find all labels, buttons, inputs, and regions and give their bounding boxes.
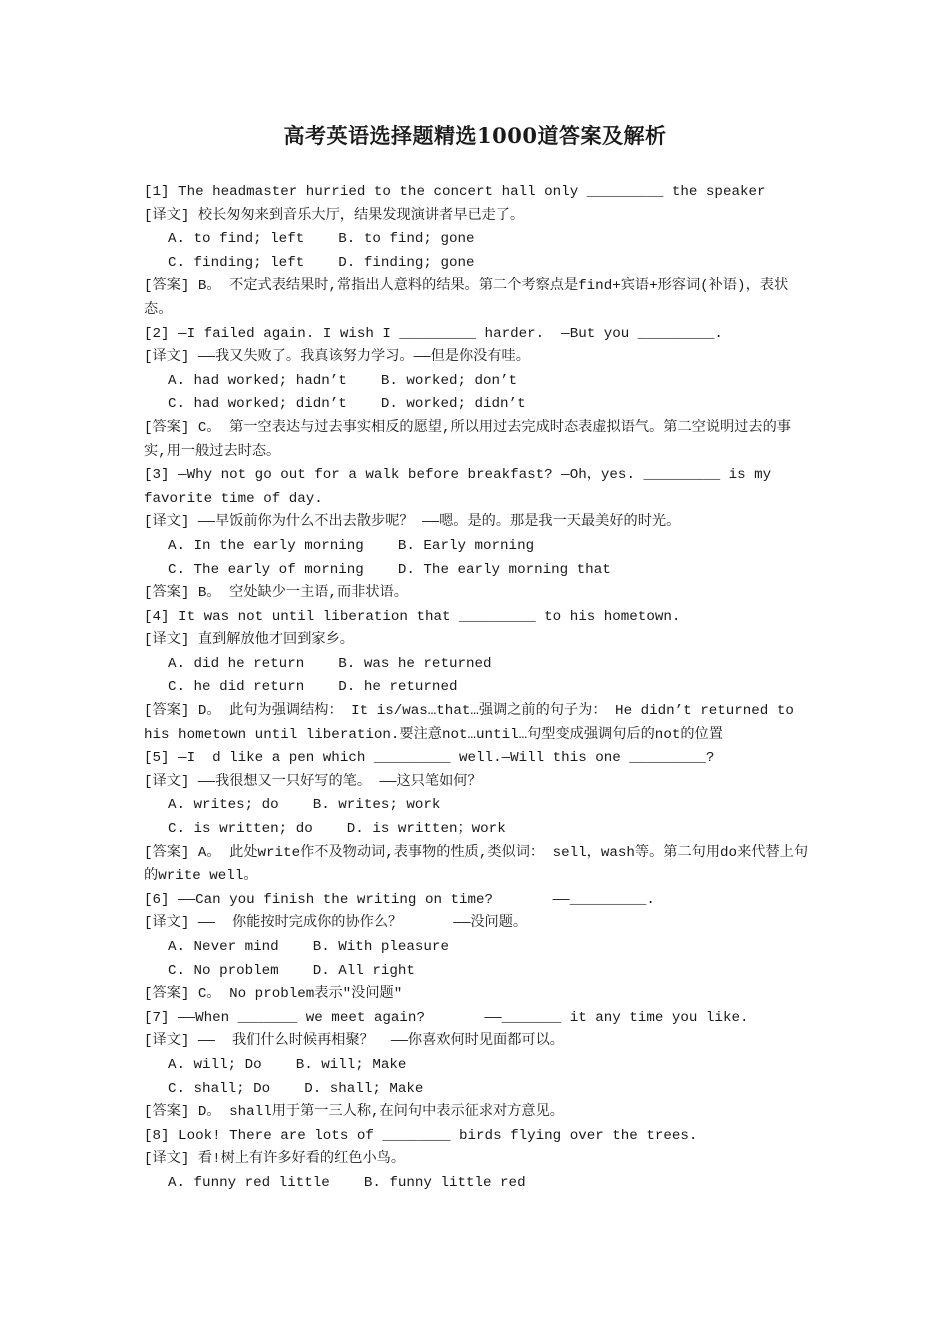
answer-text: [答案] B。 空处缺少一主语,而非状语。 — [144, 585, 408, 602]
translation-text: [译文] ——我很想又一只好写的笔。 ——这只笔如何？ — [144, 773, 482, 790]
question-item — [144, 1125, 812, 1196]
options-row: A. funny red little B. funny little red — [168, 1174, 526, 1191]
answer-text: [答案] C。 第一空表达与过去事实相反的愿望,所以用过去完成时态表虚拟语气。第二空说明过去的事实,用一般过去时态。 — [144, 419, 791, 460]
answer-text: [答案] C。 No problem表示"没问题" — [144, 986, 403, 1003]
question-text: [2] —I failed again. I wish I _________ harder. —But you _________. — [144, 325, 723, 342]
page-title: 高考英语选择题精选1000道答案及解析 — [283, 123, 667, 148]
answer-text: [答案] D。 此句为强调结构： It is/was…that…强调之前的句子为： He didn’t returned to his hometown until liberation.要注意not…until…句型变成强调句后的not的位置 — [144, 703, 803, 743]
question-item — [144, 889, 812, 1007]
translation-text: [译文] ―― 你能按时完成你的协作么？ ――没问题。 — [144, 915, 528, 932]
options-row: A. to find; left B. to find; gone — [168, 231, 475, 248]
question-item — [144, 323, 812, 465]
options-row: C. is written; do D. is written；work — [168, 821, 506, 838]
question-list — [144, 181, 812, 1196]
options-row: C. he did return D. he returned — [168, 679, 458, 696]
question-text: [5] —I d like a pen which _________ well.—Will this one _________? — [144, 750, 715, 767]
answer-text: [答案] A。 此处write作不及物动词,表事物的性质,类似词： sell，wash等。第二句用do来代替上句的write well。 — [144, 844, 809, 885]
options-row: C. had worked; didn’t D. worked; didn’t — [168, 396, 526, 413]
question-text: [7] ――When _______ we meet again? ――_______ it any time you like. — [144, 1009, 749, 1026]
question-item — [144, 747, 812, 889]
question-text: [1] The headmaster hurried to the concert hall only _________ the speaker — [144, 184, 766, 200]
question-text: [8] Look! There are lots of ________ birds flying over the trees. — [144, 1127, 698, 1144]
question-item — [144, 181, 812, 323]
options-row: C. The early of morning D. The early morning that — [168, 561, 611, 578]
options-row: A. did he return B. was he returned — [168, 655, 492, 672]
question-item — [144, 464, 812, 606]
options-row: A. writes; do B. writes; work — [168, 797, 441, 814]
answer-text: [答案] D。 shall用于第一三人称,在问句中表示征求对方意见。 — [144, 1104, 564, 1121]
question-text: [3] —Why not go out for a walk before breakfast? —Oh，yes. _________ is my favorite time of day. — [144, 467, 780, 507]
options-row: A. will; Do B. will; Make — [168, 1056, 407, 1073]
translation-text: [译文] 直到解放他才回到家乡。 — [144, 632, 354, 649]
options-row: A. Never mind B. With pleasure — [168, 939, 449, 955]
question-item — [144, 1007, 812, 1125]
options-row: A. had worked; hadn’t B. worked; don’t — [168, 372, 518, 389]
translation-text: [译文] 看!树上有许多好看的红色小鸟。 — [144, 1151, 406, 1168]
answer-text: [答案] B。 不定式表结果时,常指出人意料的结果。第二个考察点是find+宾语+形容词(补语)，表状态。 — [144, 278, 789, 318]
translation-text: [译文] 校长匆匆来到音乐大厅，结果发现演讲者早已走了。 — [144, 207, 525, 224]
translation-text: [译文] ——我又失败了。我真该努力学习。——但是你没有哇。 — [144, 349, 530, 366]
question-item — [144, 606, 812, 748]
options-row: A. In the early morning B. Early morning — [168, 537, 535, 554]
options-row: C. shall; Do D. shall; Make — [168, 1080, 424, 1097]
translation-text: [译文] ―― 我们什么时候再相聚？ ――你喜欢何时见面都可以。 — [144, 1033, 564, 1050]
options-row: C. finding; left D. finding; gone — [168, 254, 475, 271]
question-text: [6] ――Can you finish the writing on time? ――_________. — [144, 891, 655, 908]
options-row: C. No problem D. All right — [168, 962, 415, 979]
question-text: [4] It was not until liberation that _________ to his hometown. — [144, 608, 681, 625]
translation-text: [译文] ——早饭前你为什么不出去散步呢？ ——嗯。是的。那是我一天最美好的时光。 — [144, 514, 681, 531]
